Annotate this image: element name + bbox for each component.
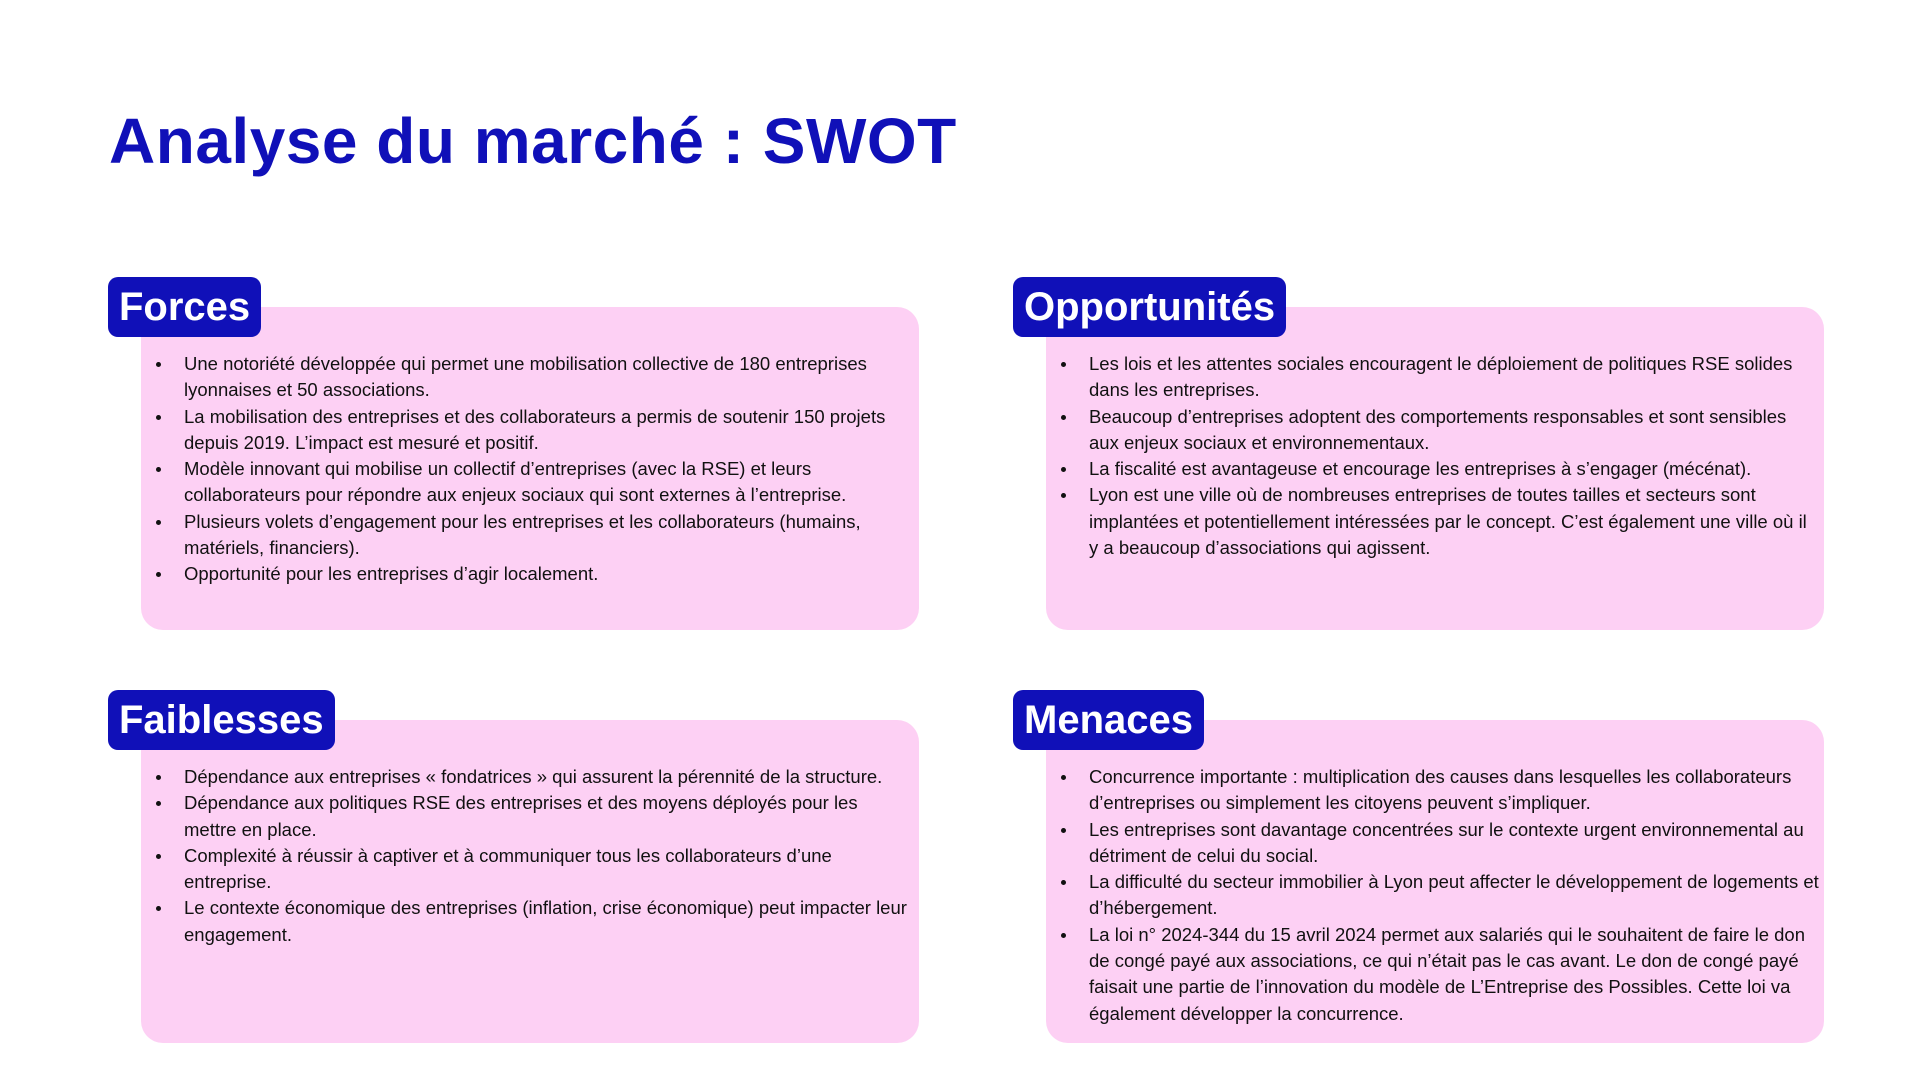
list-item: • La loi n° 2024-344 du 15 avril 2024 permet aux salariés qui le souhaitent de faire le don de congé payé aux associations, ce qui n’était pas le cas avant. Le don de congé payé faisait une partie de l’innovation du modèle de L’Entreprise des Possibles. Cette loi va également développer la concurrence. — [1078, 922, 1824, 1027]
swot-card-forces — [141, 307, 919, 630]
forces-heading: Forces — [108, 277, 261, 337]
list-item: • Dépendance aux entreprises « fondatrices » qui assurent la pérennité de la structure. — [173, 764, 911, 790]
opportunites-heading: Opportunités — [1013, 277, 1286, 337]
faiblesses-heading: Faiblesses — [108, 690, 335, 750]
swot-card-faiblesses — [141, 720, 919, 1043]
list-item: • Dépendance aux politiques RSE des entreprises et des moyens déployés pour les mettre en place. — [173, 790, 911, 843]
opportunites-list — [1058, 351, 1816, 561]
page-title: Analyse du marché : SWOT — [109, 105, 957, 177]
list-item: • La difficulté du secteur immobilier à Lyon peut affecter le développement de logements et d’hébergement. — [1078, 869, 1824, 922]
list-item: • Opportunité pour les entreprises d’agir localement. — [173, 561, 911, 587]
list-item: • Plusieurs volets d’engagement pour les entreprises et les collaborateurs (humains, matériels, financiers). — [173, 509, 911, 562]
swot-card-opportunites — [1046, 307, 1824, 630]
list-item: • Modèle innovant qui mobilise un collectif d’entreprises (avec la RSE) et leurs collaborateurs pour répondre aux enjeux sociaux qui sont externes à l’entreprise. — [173, 456, 911, 509]
list-item: • Une notoriété développée qui permet une mobilisation collective de 180 entreprises lyonnaises et 50 associations. — [173, 351, 911, 404]
menaces-list — [1058, 764, 1824, 1027]
list-item: • Lyon est une ville où de nombreuses entreprises de toutes tailles et secteurs sont implantées et potentiellement intéressées par le concept. C’est également une ville où il y a beaucoup d’associations qui agissent. — [1078, 482, 1816, 561]
faiblesses-list — [153, 764, 911, 948]
list-item: • Les entreprises sont davantage concentrées sur le contexte urgent environnemental au détriment de celui du social. — [1078, 817, 1824, 870]
forces-list — [153, 351, 911, 588]
list-item: • Complexité à réussir à captiver et à communiquer tous les collaborateurs d’une entreprise. — [173, 843, 911, 896]
list-item: • Le contexte économique des entreprises (inflation, crise économique) peut impacter leur engagement. — [173, 895, 911, 948]
list-item: • La mobilisation des entreprises et des collaborateurs a permis de soutenir 150 projets depuis 2019. L’impact est mesuré et positif. — [173, 404, 911, 457]
list-item: • Beaucoup d’entreprises adoptent des comportements responsables et sont sensibles aux enjeux sociaux et environnementaux. — [1078, 404, 1816, 457]
swot-card-menaces — [1046, 720, 1824, 1043]
list-item: • Les lois et les attentes sociales encouragent le déploiement de politiques RSE solides dans les entreprises. — [1078, 351, 1816, 404]
list-item: • Concurrence importante : multiplication des causes dans lesquelles les collaborateurs d’entreprises ou simplement les citoyens peuvent s’impliquer. — [1078, 764, 1824, 817]
list-item: • La fiscalité est avantageuse et encourage les entreprises à s’engager (mécénat). — [1078, 456, 1816, 482]
menaces-heading: Menaces — [1013, 690, 1204, 750]
